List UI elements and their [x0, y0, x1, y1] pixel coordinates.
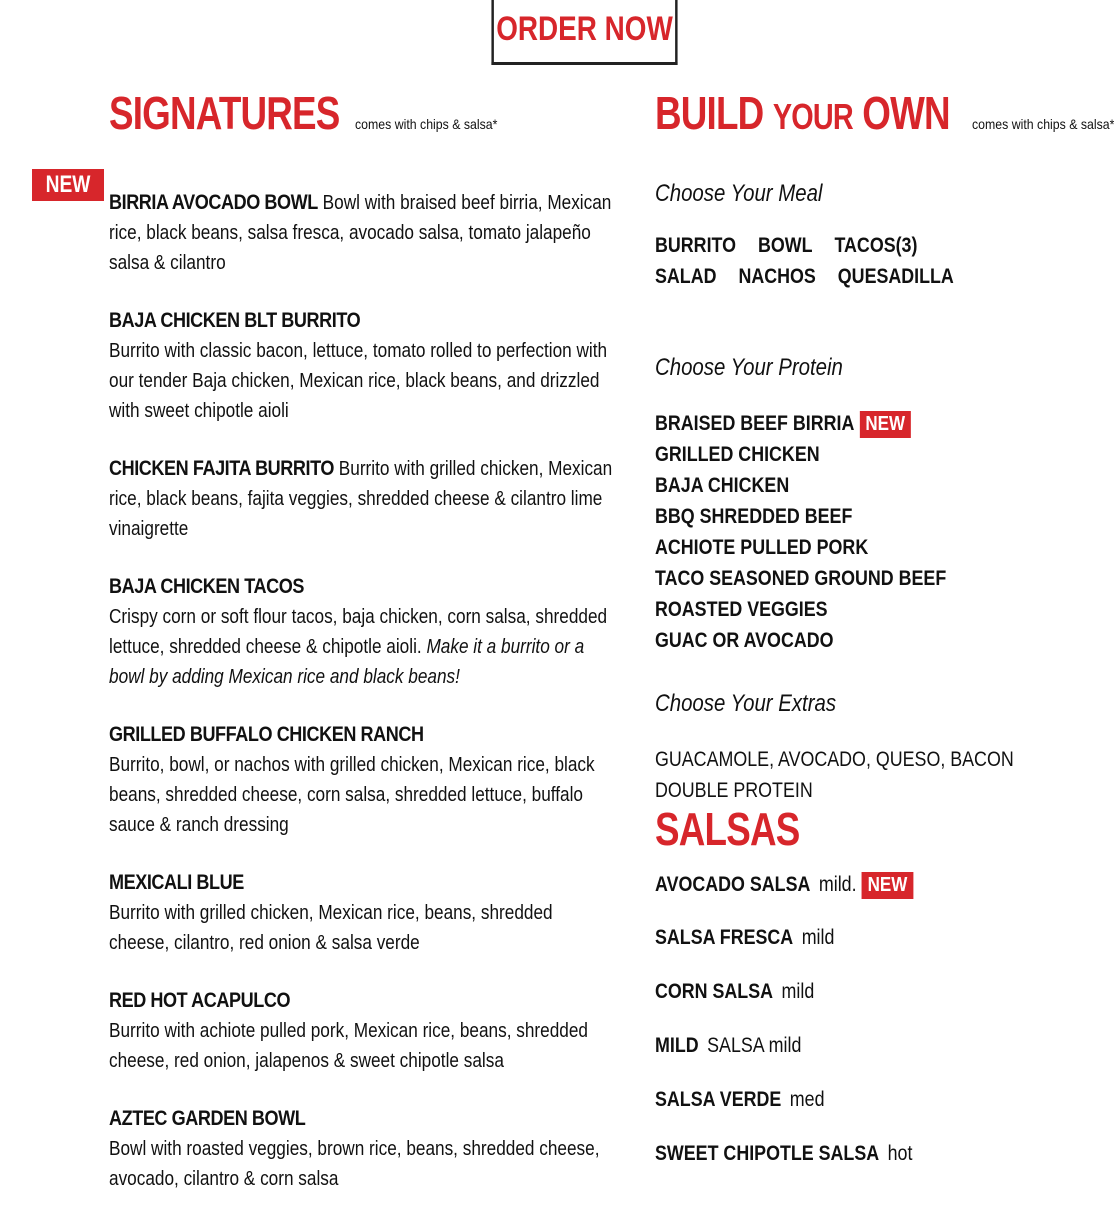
item-name: BAJA CHICKEN BLT BURRITO	[109, 309, 361, 332]
build-title-b: YOUR	[772, 96, 853, 137]
protein-option: ROASTED VEGGIES	[655, 598, 828, 621]
protein-option: BBQ SHREDDED BEEF	[655, 505, 853, 528]
new-badge: NEW	[862, 872, 914, 899]
salsa-item: SWEET CHIPOTLE SALSA hot	[655, 1142, 913, 1165]
salsas-title: SALSAS	[655, 803, 800, 855]
salsa-item: CORN SALSA mild	[655, 980, 815, 1003]
build-your-own-section	[655, 86, 1114, 1196]
item-desc: Burrito with grilled chicken, Mexican rice, beans, shredded cheese, cilantro, red onion & salsa verde	[109, 902, 553, 954]
menu-item	[109, 720, 616, 840]
meal-option: SALAD	[655, 265, 717, 288]
protein-option: GUAC OR AVOCADO	[655, 629, 834, 652]
build-subtitle: comes with chips & salsa*	[971, 116, 1114, 132]
protein-option: TACO SEASONED GROUND BEEF	[655, 567, 947, 590]
item-desc: Crispy corn or soft flour tacos, baja chicken, corn salsa, shredded lettuce, shredded cheese & chipotle aioli.	[109, 606, 608, 658]
protein-option: BRAISED BEEF BIRRIA NEW	[655, 408, 1085, 439]
menu-item	[109, 188, 616, 278]
item-name: BIRRIA AVOCADO BOWL	[109, 191, 318, 214]
item-note: Make it a burrito or a bowl by adding Mexican rice and black beans!	[109, 636, 585, 688]
meal-option: QUESADILLA	[837, 265, 954, 288]
build-heading	[655, 86, 1114, 140]
signatures-list	[109, 188, 616, 1194]
item-name: CHICKEN FAJITA BURRITO	[109, 457, 334, 480]
signatures-heading	[109, 86, 614, 140]
salsas-heading	[655, 802, 1085, 856]
item-desc: Burrito with classic bacon, lettuce, tomato rolled to perfection with our tender Baja chicken, Mexican rice, black beans, and drizzled with sweet chipotle aioli	[109, 340, 608, 422]
meal-option: BURRITO	[655, 234, 736, 257]
meal-option: BOWL	[757, 234, 813, 257]
salsa-item: SALSA VERDE med	[655, 1088, 825, 1111]
menu-item	[109, 454, 616, 544]
extras-line: DOUBLE PROTEIN	[655, 779, 813, 802]
protein-option: ACHIOTE PULLED PORK	[655, 536, 869, 559]
item-name: BAJA CHICKEN TACOS	[109, 575, 304, 598]
signatures-subtitle: comes with chips & salsa*	[355, 116, 498, 132]
protein-heading: Choose Your Protein	[655, 354, 843, 381]
signatures-title: SIGNATURES	[109, 87, 340, 139]
item-desc: Bowl with roasted veggies, brown rice, beans, shredded cheese, avocado, cilantro & corn salsa	[109, 1138, 600, 1190]
meal-option: NACHOS	[738, 265, 816, 288]
menu-item	[109, 1104, 616, 1194]
signatures-section	[109, 86, 614, 1222]
item-desc: Bowl with braised beef birria, Mexican rice, black beans, salsa fresca, avocado salsa, tomato jalapeño salsa & cilantro	[109, 192, 612, 274]
item-desc: Burrito with grilled chicken, Mexican rice, black beans, fajita veggies, shredded cheese & cilantro lime vinaigrette	[109, 458, 613, 540]
build-title-c: OWN	[862, 87, 950, 139]
meal-option: TACOS(3)	[834, 234, 918, 257]
item-desc: Burrito, bowl, or nachos with grilled chicken, Mexican rice, black beans, shredded cheese, corn salsa, shredded lettuce, buffalo sauce & ranch dressing	[109, 754, 595, 836]
item-desc: Burrito with achiote pulled pork, Mexican rice, beans, shredded cheese, red onion, jalapenos & sweet chipotle salsa	[109, 1020, 588, 1072]
order-now-label: ORDER NOW	[496, 9, 673, 48]
new-badge: NEW	[859, 411, 911, 438]
item-name: MEXICALI BLUE	[109, 871, 244, 894]
protein-option: GRILLED CHICKEN	[655, 443, 820, 466]
extras-heading: Choose Your Extras	[655, 690, 837, 717]
salsa-item: AVOCADO SALSA mild. NEW	[655, 872, 1085, 926]
menu-item	[109, 572, 616, 692]
item-name: AZTEC GARDEN BOWL	[109, 1107, 306, 1130]
meal-heading: Choose Your Meal	[655, 180, 823, 207]
build-title-a: BUILD	[655, 87, 764, 139]
item-name: RED HOT ACAPULCO	[109, 989, 291, 1012]
extras-line: GUACAMOLE, AVOCADO, QUESO, BACON	[655, 748, 1014, 771]
meal-options-row	[655, 261, 1085, 292]
item-name: GRILLED BUFFALO CHICKEN RANCH	[109, 723, 424, 746]
meal-options-row	[655, 230, 1085, 261]
menu-item	[109, 986, 616, 1076]
new-badge: NEW	[32, 169, 104, 201]
order-now-button[interactable]	[491, 0, 677, 65]
menu-item	[109, 306, 616, 426]
salsa-item: SALSA FRESCA mild	[655, 926, 835, 949]
salsa-item: MILD SALSA mild	[655, 1034, 802, 1057]
protein-option: BAJA CHICKEN	[655, 474, 790, 497]
menu-item	[109, 868, 616, 958]
